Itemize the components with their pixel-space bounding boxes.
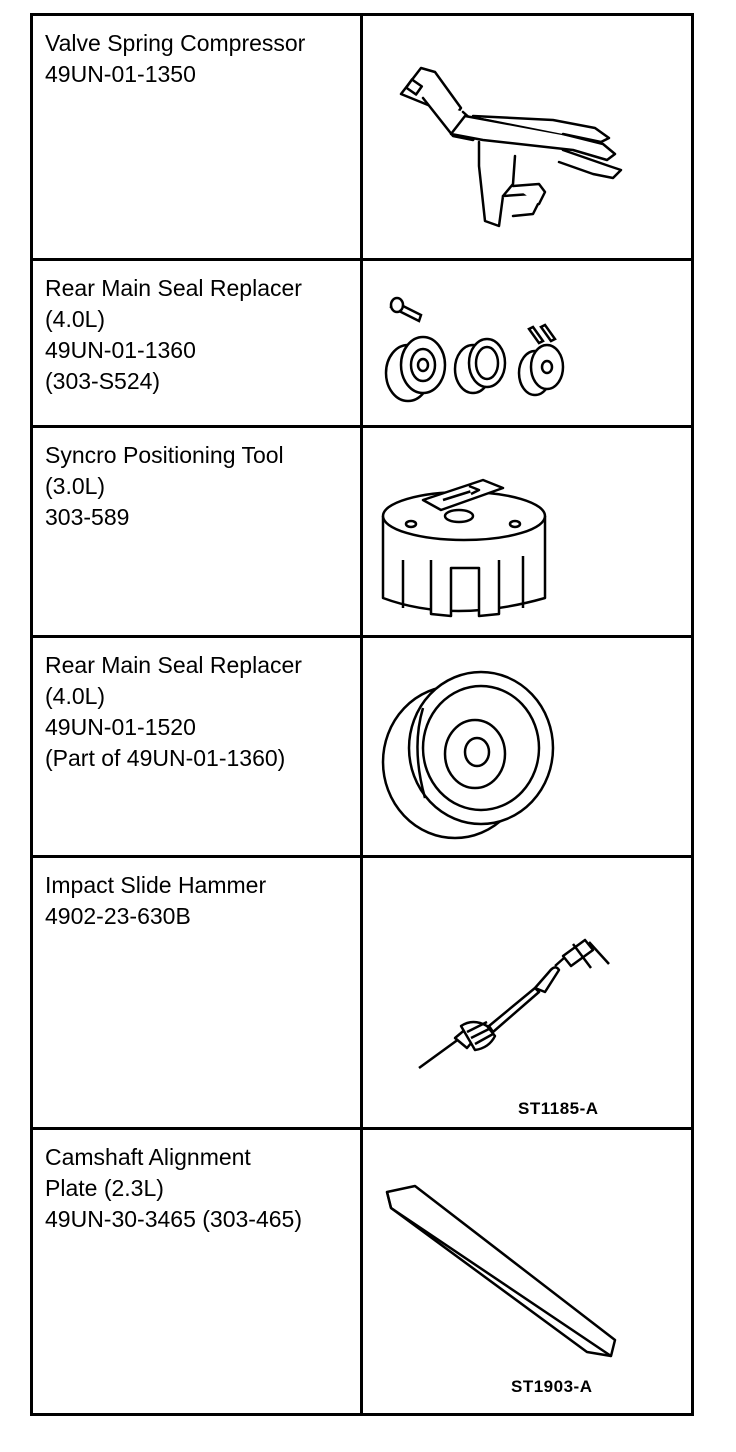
tool-row-camshaft-alignment-plate: [33, 1130, 691, 1413]
tool-engine: (4.0L): [45, 306, 106, 332]
syncro-positioning-tool-icon: [363, 428, 694, 635]
special-tools-table: [30, 13, 694, 1416]
tool-number: 49UN-01-1360: [45, 337, 196, 363]
tool-row-syncro-positioning-tool: [33, 428, 691, 638]
tool-part-of: (Part of 49UN-01-1360): [45, 745, 286, 771]
tool-alt-number: (303-S524): [45, 368, 161, 394]
tool-name: Syncro Positioning Tool: [45, 442, 284, 468]
tool-name: Rear Main Seal Replacer: [45, 652, 302, 678]
valve-spring-compressor-icon: [363, 16, 694, 258]
tool-number: 4902-23-630B: [45, 903, 191, 929]
tool-illustration-cell: [363, 16, 691, 258]
tool-description: [33, 428, 363, 635]
tool-illustration-cell: [363, 261, 691, 425]
tool-name: Camshaft Alignment: [45, 1144, 251, 1170]
tool-description: [33, 261, 363, 425]
tool-description: [33, 16, 363, 258]
camshaft-alignment-plate-icon: [363, 1130, 694, 1410]
rear-main-seal-replacer-icon: [363, 638, 694, 855]
tool-engine: (3.0L): [45, 473, 106, 499]
illustration-code: ST1903-A: [511, 1377, 593, 1396]
tool-name: Valve Spring Compressor: [45, 30, 306, 56]
tool-number: 303-589: [45, 504, 130, 530]
tool-number: 49UN-30-3465 (303-465): [45, 1206, 302, 1232]
tool-description: [33, 638, 363, 855]
tool-illustration-cell: [363, 858, 691, 1127]
tool-description: [33, 1130, 363, 1413]
tool-number: 49UN-01-1350: [45, 61, 196, 87]
tool-engine: (4.0L): [45, 683, 106, 709]
impact-slide-hammer-icon: [363, 858, 694, 1127]
rear-main-seal-replacer-set-icon: [363, 261, 694, 425]
tool-row-valve-spring-compressor: [33, 16, 691, 261]
tool-description: [33, 858, 363, 1127]
tool-row-rear-main-seal-replacer-set: [33, 261, 691, 428]
tool-illustration-cell: [363, 1130, 691, 1413]
tool-name: Impact Slide Hammer: [45, 872, 267, 898]
tool-name: Rear Main Seal Replacer: [45, 275, 302, 301]
tool-number: 49UN-01-1520: [45, 714, 196, 740]
illustration-code: ST1185-A: [518, 1099, 599, 1118]
tool-row-impact-slide-hammer: [33, 858, 691, 1130]
tool-illustration-cell: [363, 428, 691, 635]
tool-illustration-cell: [363, 638, 691, 855]
tool-row-rear-main-seal-replacer: [33, 638, 691, 858]
tool-engine: Plate (2.3L): [45, 1175, 164, 1201]
